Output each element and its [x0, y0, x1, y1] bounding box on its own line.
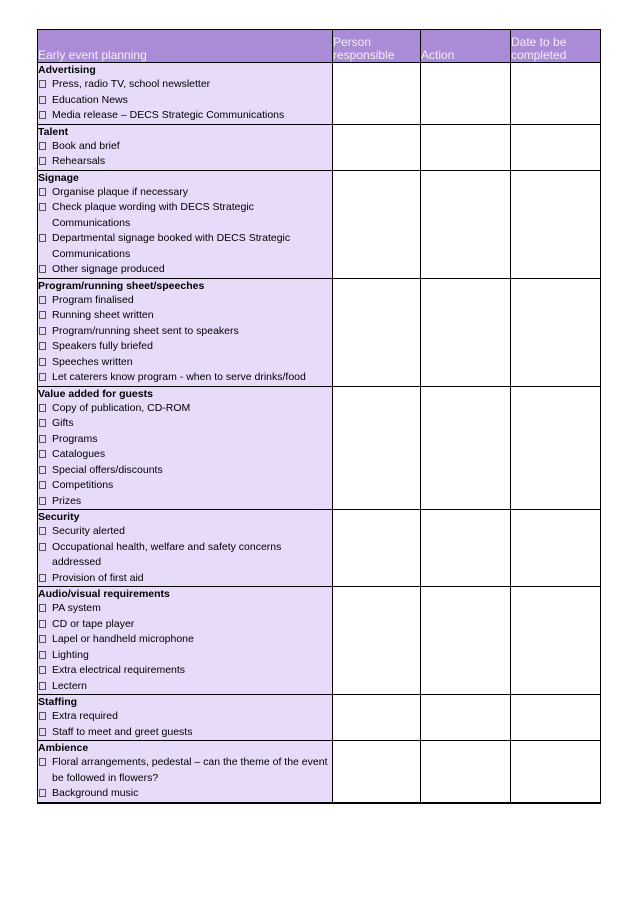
checkbox-icon[interactable]: [39, 543, 46, 551]
checklist-item: [38, 416, 332, 432]
checklist-item-label: PA system: [52, 602, 101, 614]
section-row: [38, 741, 601, 803]
checkbox-icon[interactable]: [39, 265, 46, 273]
section-title: Signage: [38, 171, 79, 184]
header-person-responsible: Person responsible: [333, 30, 421, 63]
section-title: Ambience: [38, 742, 89, 754]
checklist-item-label: Programs: [52, 432, 98, 445]
checkbox-icon[interactable]: [39, 311, 46, 319]
date-cell[interactable]: [511, 587, 601, 695]
checkbox-icon[interactable]: [39, 497, 46, 505]
checklist-item-label: Departmental signage booked with DECS Strategic Communications: [52, 232, 291, 260]
action-cell[interactable]: [421, 124, 511, 170]
checklist-item: [38, 401, 332, 417]
person-responsible-cell[interactable]: [333, 278, 421, 386]
checkbox-icon[interactable]: [39, 188, 46, 196]
checklist-item-label: Other signage produced: [52, 263, 165, 275]
section-title: Audio/visual requirements: [38, 588, 170, 600]
checklist-item-label: Speakers fully briefed: [52, 340, 153, 352]
checklist-item: [38, 108, 332, 124]
checklist-item: [38, 494, 332, 510]
person-responsible-cell[interactable]: [333, 170, 421, 278]
checklist-item: [38, 324, 332, 340]
checklist-item: [38, 262, 332, 278]
date-cell[interactable]: [511, 695, 601, 741]
checklist: [38, 524, 332, 586]
section-task-cell: [38, 510, 333, 587]
header-date-to-be-completed: Date to be completed: [511, 30, 601, 63]
checkbox-icon[interactable]: [39, 651, 46, 659]
header-row: [38, 30, 601, 63]
section-task-cell: [38, 386, 333, 510]
section-title: Value added for guests: [38, 387, 153, 400]
checklist-item-label: Occupational health, welfare and safety concerns addressed: [52, 540, 282, 568]
checklist-item-label: Extra required: [52, 710, 118, 722]
checkbox-icon[interactable]: [39, 435, 46, 443]
section-row: [38, 63, 601, 125]
checklist-item: [38, 786, 332, 802]
checklist-item: [38, 200, 332, 231]
checkbox-icon[interactable]: [39, 466, 46, 474]
action-cell[interactable]: [421, 741, 511, 803]
checklist-item-label: Provision of first aid: [52, 571, 144, 584]
checkbox-icon[interactable]: [39, 404, 46, 412]
person-responsible-cell[interactable]: [333, 695, 421, 741]
checklist-item-label: Copy of publication, CD-ROM: [52, 401, 191, 414]
checklist-item-label: Lectern: [52, 679, 88, 692]
checkbox-icon[interactable]: [39, 419, 46, 427]
checklist-item: [38, 139, 332, 155]
checkbox-icon[interactable]: [39, 728, 46, 736]
header-action: Action: [421, 30, 511, 63]
checkbox-icon[interactable]: [39, 96, 46, 104]
checklist-item: [38, 432, 332, 448]
section-row: [38, 124, 601, 170]
checklist-item-label: Book and brief: [52, 139, 120, 152]
checklist-item-label: Prizes: [52, 494, 82, 507]
checkbox-icon[interactable]: [39, 635, 46, 643]
checklist-item-label: Education News: [52, 93, 128, 106]
action-cell[interactable]: [421, 695, 511, 741]
checklist-item: [38, 755, 332, 786]
section-task-cell: [38, 170, 333, 278]
checklist-item: [38, 478, 332, 494]
checklist-item-label: Staff to meet and greet guests: [52, 725, 193, 738]
person-responsible-cell[interactable]: [333, 386, 421, 510]
checklist-item: [38, 601, 332, 617]
checkbox-icon[interactable]: [39, 111, 46, 119]
checkbox-icon[interactable]: [39, 358, 46, 366]
checklist: [38, 755, 332, 802]
section-task-cell: [38, 63, 333, 125]
section-title: Advertising: [38, 64, 96, 76]
checklist: [38, 77, 332, 124]
date-cell[interactable]: [511, 124, 601, 170]
checklist-item: [38, 617, 332, 633]
section-task-cell: [38, 741, 333, 803]
checklist-item-label: Lighting: [52, 648, 89, 661]
checkbox-icon[interactable]: [39, 712, 46, 720]
checkbox-icon[interactable]: [39, 80, 46, 88]
checklist-item: [38, 339, 332, 355]
checklist-item-label: Security alerted: [52, 525, 125, 537]
checklist-item-label: Floral arrangements, pedestal – can the theme of the event be followed in flowers?: [52, 756, 328, 784]
checklist-item-label: Extra electrical requirements: [52, 664, 186, 676]
checklist-item: [38, 77, 332, 93]
checklist-item: [38, 463, 332, 479]
action-cell[interactable]: [421, 170, 511, 278]
section-row: [38, 386, 601, 510]
checklist-item: [38, 308, 332, 324]
checklist-item-label: Competitions: [52, 479, 114, 491]
date-cell[interactable]: [511, 741, 601, 803]
checklist-item-label: Media release – DECS Strategic Communications: [52, 109, 285, 121]
section-title: Security: [38, 511, 80, 523]
checklist-item: [38, 355, 332, 371]
checklist-item: [38, 679, 332, 695]
checkbox-icon[interactable]: [39, 574, 46, 582]
section-row: [38, 278, 601, 386]
checklist: [38, 709, 332, 740]
checklist-item-label: CD or tape player: [52, 617, 135, 630]
section-title: Talent: [38, 125, 69, 138]
action-cell[interactable]: [421, 386, 511, 510]
action-cell[interactable]: [421, 278, 511, 386]
section-task-cell: [38, 587, 333, 695]
checklist-item: [38, 663, 332, 679]
checklist-item: [38, 185, 332, 201]
person-responsible-cell[interactable]: [333, 741, 421, 803]
checkbox-icon[interactable]: [39, 296, 46, 304]
section-title: Staffing: [38, 696, 78, 708]
checkbox-icon[interactable]: [39, 142, 46, 150]
checkbox-icon[interactable]: [39, 450, 46, 458]
section-task-cell: [38, 124, 333, 170]
checkbox-icon[interactable]: [39, 157, 46, 165]
action-cell[interactable]: [421, 63, 511, 125]
person-responsible-cell[interactable]: [333, 510, 421, 587]
checklist-item-label: Gifts: [52, 417, 74, 429]
checklist-item: [38, 231, 332, 262]
checklist-item: [38, 370, 332, 386]
checklist-item-label: Check plaque wording with DECS Strategic Communications: [52, 201, 254, 229]
checkbox-icon[interactable]: [39, 234, 46, 242]
checklist-item-label: Program finalised: [52, 293, 134, 306]
checklist-item: [38, 524, 332, 540]
checkbox-icon[interactable]: [39, 342, 46, 350]
checklist-item: [38, 571, 332, 587]
checklist-item-label: Press, radio TV, school newsletter: [52, 78, 211, 90]
checklist-item-label: Running sheet written: [52, 309, 154, 321]
checklist-item-label: Speeches written: [52, 355, 133, 368]
action-cell[interactable]: [421, 510, 511, 587]
checklist-item-label: Catalogues: [52, 448, 106, 460]
checklist: [38, 293, 332, 386]
checklist-item-label: Program/running sheet sent to speakers: [52, 324, 239, 337]
section-task-cell: [38, 695, 333, 741]
checkbox-icon[interactable]: [39, 666, 46, 674]
checkbox-icon[interactable]: [39, 620, 46, 628]
checkbox-icon[interactable]: [39, 327, 46, 335]
person-responsible-cell[interactable]: [333, 124, 421, 170]
checklist-item: [38, 293, 332, 309]
event-planning-table: [37, 29, 601, 804]
date-cell[interactable]: [511, 278, 601, 386]
date-cell[interactable]: [511, 510, 601, 587]
checkbox-icon[interactable]: [39, 758, 46, 766]
checklist: [38, 185, 332, 278]
checklist-item: [38, 154, 332, 170]
person-responsible-cell[interactable]: [333, 587, 421, 695]
header-early-event-planning: Early event planning: [38, 30, 333, 63]
checklist-item-label: Background music: [52, 787, 139, 799]
checklist-item-label: Special offers/discounts: [52, 463, 163, 476]
checklist-item: [38, 540, 332, 571]
checklist: [38, 401, 332, 510]
checklist-item-label: Let caterers know program - when to serve drinks/food: [52, 371, 306, 383]
person-responsible-cell[interactable]: [333, 63, 421, 125]
checklist-item: [38, 632, 332, 648]
section-task-cell: [38, 278, 333, 386]
checklist-item: [38, 709, 332, 725]
section-row: [38, 510, 601, 587]
checkbox-icon[interactable]: [39, 789, 46, 797]
checkbox-icon[interactable]: [39, 203, 46, 211]
checklist: [38, 601, 332, 694]
checklist-item-label: Organise plaque if necessary: [52, 185, 188, 198]
checkbox-icon[interactable]: [39, 682, 46, 690]
date-cell[interactable]: [511, 170, 601, 278]
checkbox-icon[interactable]: [39, 527, 46, 535]
checklist-item: [38, 648, 332, 664]
section-title: Program/running sheet/speeches: [38, 279, 205, 292]
checklist-item: [38, 93, 332, 109]
action-cell[interactable]: [421, 587, 511, 695]
section-row: [38, 587, 601, 695]
date-cell[interactable]: [511, 63, 601, 125]
checklist-item: [38, 725, 332, 741]
checklist-item-label: Lapel or handheld microphone: [52, 633, 194, 645]
checkbox-icon[interactable]: [39, 373, 46, 381]
checkbox-icon[interactable]: [39, 481, 46, 489]
section-row: [38, 695, 601, 741]
date-cell[interactable]: [511, 386, 601, 510]
section-row: [38, 170, 601, 278]
checklist: [38, 139, 332, 170]
checkbox-icon[interactable]: [39, 604, 46, 612]
checklist-item-label: Rehearsals: [52, 155, 106, 167]
checklist-item: [38, 447, 332, 463]
